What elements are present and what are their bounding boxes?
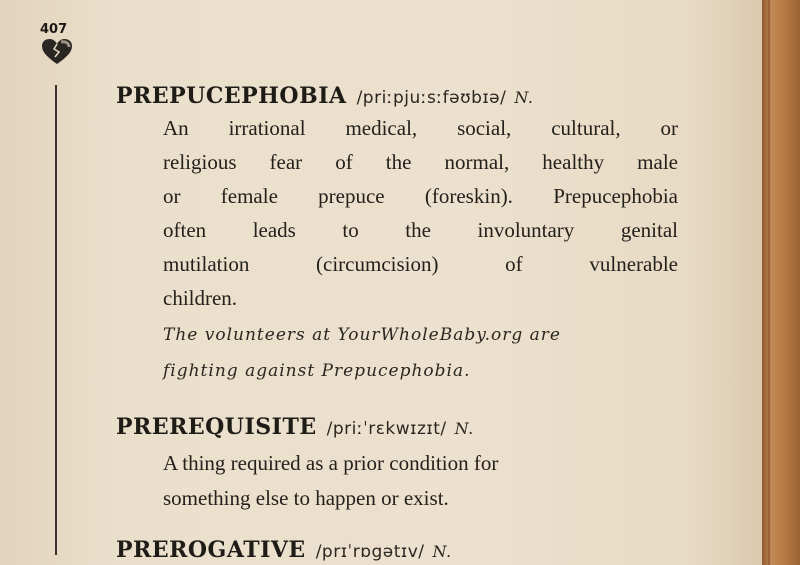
note-line: fighting against Prepucephobia. (163, 361, 471, 381)
pronunciation: /priːˈrɛkwɪzɪt/ (326, 419, 447, 439)
part-of-speech: N. (454, 419, 474, 438)
headword-prerequisite (116, 414, 474, 440)
margin-rule (55, 85, 57, 555)
part-of-speech: N. (432, 542, 452, 561)
definition-line: children. (163, 286, 238, 310)
headword-text: PREREQUISITE (116, 414, 317, 440)
headword-prepucephobia (116, 83, 533, 109)
definition-line: An irrational medical, social, cultural, or (163, 116, 678, 140)
definition-line: mutilation (circumcision) of vulnerable (163, 252, 678, 276)
pronunciation: /priːpjuːsːfəʊbɪə/ (356, 88, 507, 108)
definition-line: A thing required as a prior condition for (163, 451, 499, 475)
headword-text: PREROGATIVE (116, 537, 306, 563)
headword-prerogative (116, 537, 452, 563)
definition-line: often leads to the involuntary genital (163, 218, 678, 242)
spine-edge (768, 0, 770, 565)
definition-line: something else to happen or exist. (163, 486, 449, 510)
note-line: The volunteers at YourWholeBaby.org are (163, 325, 561, 345)
pronunciation: /prɪˈrɒgətɪv/ (315, 542, 425, 562)
heart-icon (41, 38, 73, 66)
definition-line: or female prepuce (foreskin). Prepucephobia (163, 184, 678, 208)
page-number: 407 (40, 22, 68, 37)
definition-line: religious fear of the normal, healthy male (163, 150, 678, 174)
part-of-speech: N. (514, 88, 534, 107)
headword-text: PREPUCEPHOBIA (116, 83, 347, 109)
